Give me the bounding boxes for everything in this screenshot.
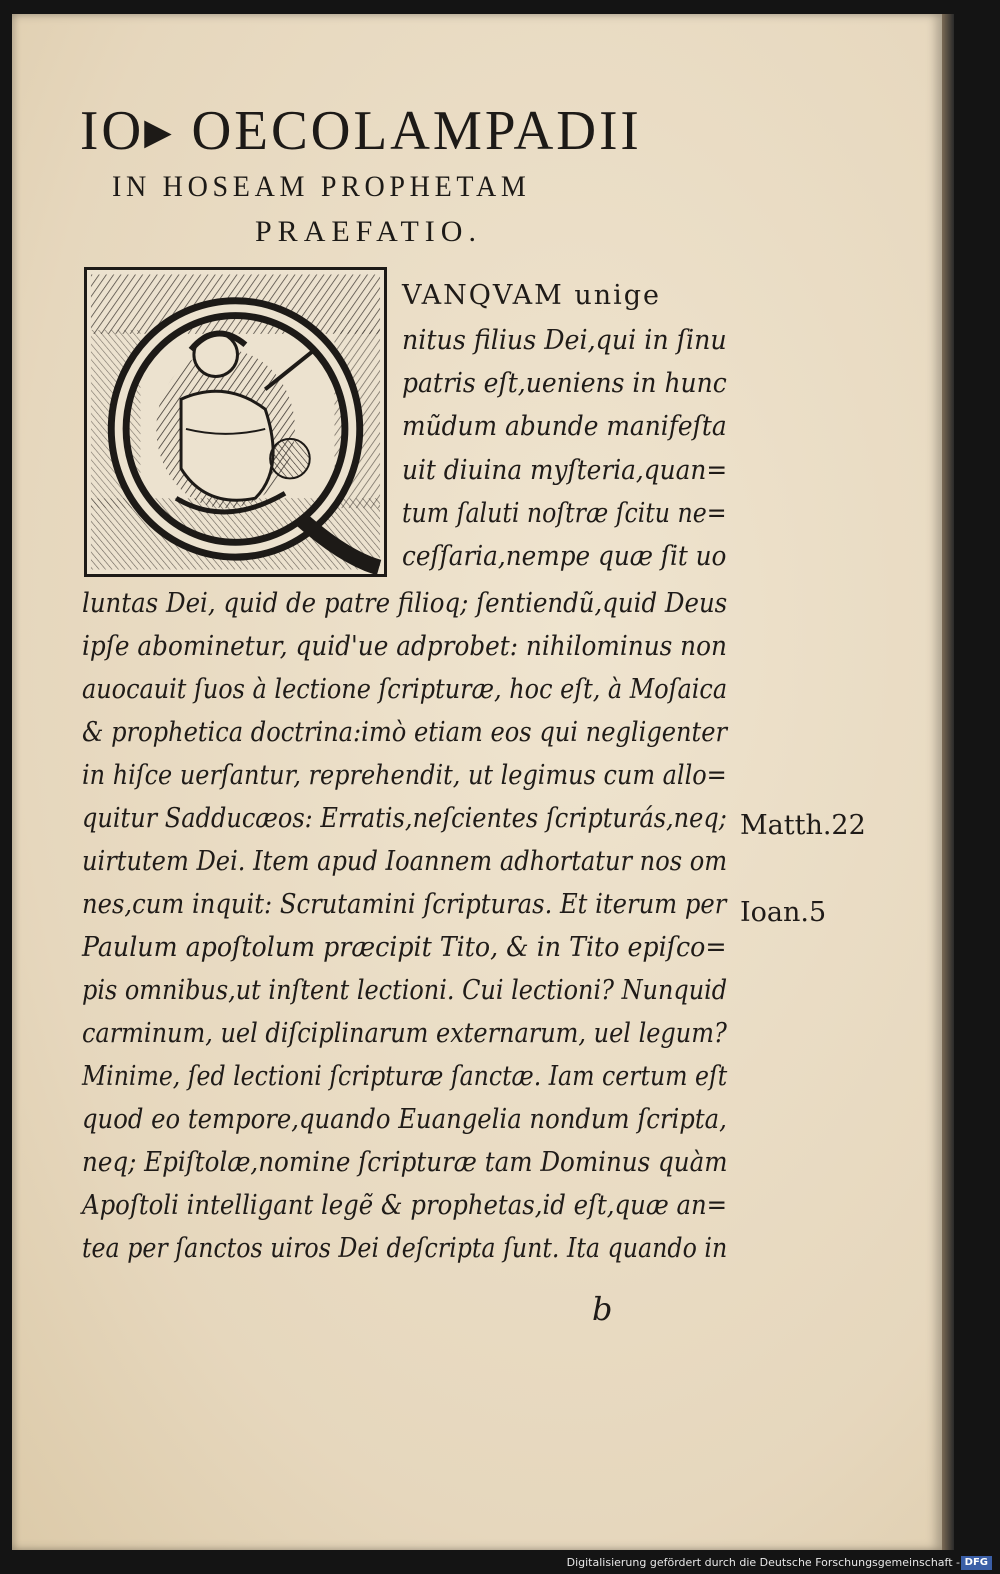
text-line: Minime, ſed lectioni ſcripturæ ſanctæ. Iam certum eſt <box>82 1061 728 1092</box>
text-line: uirtutem Dei. Item apud Ioannem adhortatur nos om <box>82 846 728 877</box>
woodcut-illustration <box>87 270 384 574</box>
text-line: Paulum apoſtolum præcipit Tito, & in Tito epiſco= <box>82 932 727 963</box>
book-spine-edge <box>942 14 954 1550</box>
text-line: uit diuina myſteria,quan= <box>402 455 728 486</box>
text-line: nes,cum inquit: Scrutamini ſcripturas. Et iterum per <box>82 889 727 920</box>
text-line: tum ſaluti noſtræ ſcitu ne= <box>402 498 727 529</box>
text-line: VANQVAM unige <box>402 280 661 311</box>
signature-mark: b <box>592 1290 613 1328</box>
margin-note-john: Ioan.5 <box>740 897 827 928</box>
text-line: luntas Dei, quid de patre filioq; ſentiendũ,quid Deus <box>82 588 728 619</box>
text-line: quod eo tempore,quando Euangelia nondum ſcripta, <box>82 1104 727 1135</box>
decorated-initial-q <box>84 267 387 577</box>
dfg-logo-badge: DFG <box>961 1556 992 1570</box>
text-line: quitur Sadducæos: Erratis,neſcientes ſcripturás,neq; <box>82 803 727 834</box>
text-line: neq; Epiſtolæ,nomine ſcripturæ tam Dominus quàm <box>82 1147 728 1178</box>
text-line: ipſe abominetur, quid'ue adprobet: nihilominus non <box>82 631 727 662</box>
margin-note-matthew: Matth.22 <box>740 810 866 841</box>
text-line: & prophetica doctrina:imò etiam eos qui negligenter <box>82 717 728 748</box>
heading-author: IO▸ OECOLAMPADII <box>80 100 642 162</box>
text-line: in hiſce uerſantur, reprehendit, ut legimus cum allo= <box>82 760 727 791</box>
footer-credit: Digitalisierung gefördert durch die Deutsche Forschungsgemeinschaft - <box>566 1556 960 1569</box>
text-line: auocauit ſuos à lectione ſcripturæ, hoc eſt, à Moſaica <box>82 674 728 705</box>
heading-subject: IN HOSEAM PROPHETAM <box>112 170 531 203</box>
heading-praefatio: PRAEFATIO. <box>255 215 482 248</box>
text-line: nitus filius Dei,qui in ſinu <box>402 325 727 356</box>
text-line: ceſſaria,nempe quæ ſit uo <box>402 541 727 572</box>
text-line: Apoſtoli intelligant legẽ & prophetas,id eſt,quæ an= <box>82 1190 728 1221</box>
text-line: mũdum abunde manifeſta <box>402 411 727 442</box>
text-line: pis omnibus,ut inſtent lectioni. Cui lectioni? Nunquid <box>82 975 728 1006</box>
text-line: tea per ſanctos uiros Dei deſcripta ſunt. Ita quando in <box>82 1233 728 1264</box>
text-line: carminum, uel diſciplinarum externarum, uel legum? <box>82 1018 727 1049</box>
text-line: patris eſt,ueniens in hunc <box>402 368 727 399</box>
